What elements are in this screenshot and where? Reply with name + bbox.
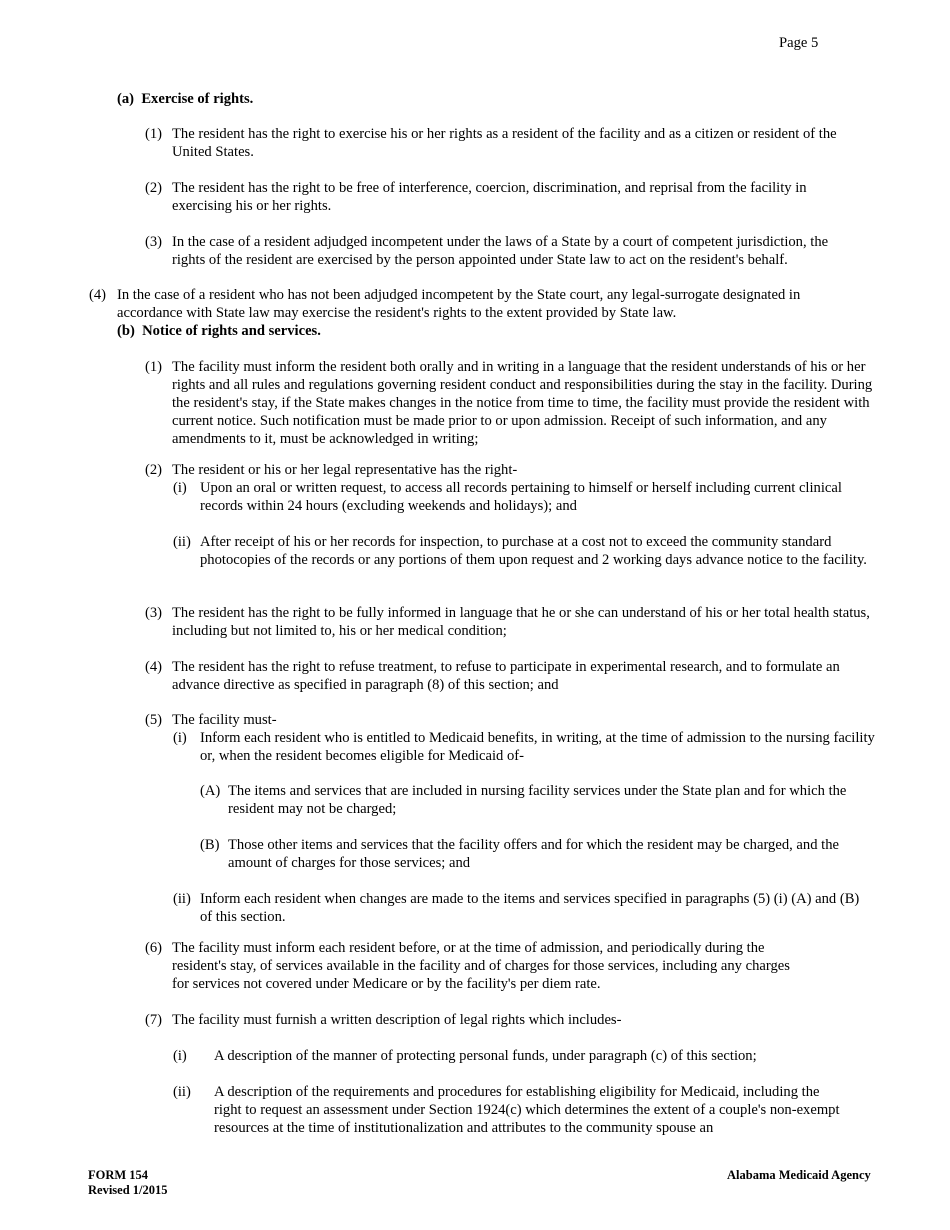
item-number: (1) bbox=[145, 126, 163, 142]
section-b-heading bbox=[117, 322, 321, 340]
item-number: (1) bbox=[145, 359, 163, 375]
section-b-item-4 bbox=[145, 658, 872, 694]
section-b-item-2-ii bbox=[173, 533, 884, 569]
item-text: Inform each resident when changes are made to the items and services specified in paragraphs (5) (i) (A) and (B) of this section. bbox=[200, 891, 860, 925]
item-text: Upon an oral or written request, to access all records pertaining to himself or herself including current clinical records within 24 hours (excluding weekends and holidays); and bbox=[200, 480, 842, 514]
item-text: The resident has the right to refuse treatment, to refuse to participate in experimental research, and to formulate an advance directive as specified in paragraph (8) of this section; and bbox=[172, 659, 840, 693]
item-number: (B) bbox=[200, 837, 220, 853]
item-number: (3) bbox=[145, 234, 163, 250]
section-b-item-5-i bbox=[173, 729, 878, 765]
item-text: The facility must furnish a written description of legal rights which includes- bbox=[172, 1012, 622, 1028]
item-text: The facility must inform each resident before, or at the time of admission, and periodically during the resident's stay, of services available in the facility and of charges for those services, including any charges for services not covered under Medicare or by the facility's per diem rate. bbox=[172, 940, 790, 992]
item-number: (i) bbox=[173, 1048, 187, 1064]
item-text: The facility must inform the resident both orally and in writing in a language that the resident understands of his or her rights and all rules and regulations governing resident conduct and responsibilities during the stay in the facility. During the resident's stay, if the State makes changes in the notice from time to time, the facility must provide the resident with current notice. Such notification must be made prior to or upon admission. Receipt of such information, and any amendments to it, must be acknowledged in writing; bbox=[172, 359, 873, 447]
section-b-item-5 bbox=[145, 711, 872, 729]
item-number: (i) bbox=[173, 730, 187, 746]
item-text: Inform each resident who is entitled to Medicaid benefits, in writing, at the time of admission to the nursing facility or, when the resident becomes eligible for Medicaid of- bbox=[200, 730, 875, 764]
item-number: (4) bbox=[145, 659, 163, 675]
item-number: (ii) bbox=[173, 1084, 191, 1100]
item-number: (i) bbox=[173, 480, 187, 496]
item-text: The resident has the right to exercise his or her rights as a resident of the facility and as a citizen or resident of the United States. bbox=[172, 126, 837, 160]
section-b-item-5-ii bbox=[173, 890, 860, 926]
item-text: The resident or his or her legal representative has the right- bbox=[172, 462, 518, 478]
item-number: (7) bbox=[145, 1012, 163, 1028]
item-number: (ii) bbox=[173, 891, 191, 907]
footer-form-info bbox=[88, 1168, 168, 1198]
section-a-title: Exercise of rights. bbox=[141, 91, 254, 107]
item-text: The resident has the right to be free of interference, coercion, discrimination, and reprisal from the facility in exercising his or her rights. bbox=[172, 180, 807, 214]
item-text: The resident has the right to be fully informed in language that he or she can understand of his or her total health status, including but not limited to, his or her medical condition; bbox=[172, 605, 870, 639]
item-number: (2) bbox=[145, 180, 163, 196]
footer-revised-date: Revised 1/2015 bbox=[88, 1183, 168, 1197]
footer-form-number: FORM 154 bbox=[88, 1168, 149, 1182]
section-b-item-3 bbox=[145, 604, 880, 640]
section-a-item-4 bbox=[89, 286, 839, 322]
item-text: The items and services that are included in nursing facility services under the State plan and for which the resident may not be charged; bbox=[228, 783, 847, 817]
section-b-item-5-B bbox=[200, 836, 868, 872]
section-b-label: (b) bbox=[117, 323, 135, 339]
section-b-item-2 bbox=[145, 461, 880, 479]
section-b-item-7-ii bbox=[173, 1083, 844, 1137]
section-a-item-1 bbox=[145, 125, 852, 161]
item-text: In the case of a resident who has not been adjudged incompetent by the State court, any legal-surrogate designated in accordance with State law may exercise the resident's rights to the extent provided by State law. bbox=[117, 287, 801, 321]
section-a-item-2 bbox=[145, 179, 840, 215]
section-b-item-1 bbox=[145, 358, 880, 448]
item-text: After receipt of his or her records for inspection, to purchase at a cost not to exceed the community standard photocopies of the records or any portions of them upon request and 2 working days advance notice to the facility. bbox=[200, 534, 867, 568]
item-text: A description of the manner of protecting personal funds, under paragraph (c) of this section; bbox=[214, 1048, 757, 1064]
item-number: (5) bbox=[145, 712, 163, 728]
item-text: In the case of a resident adjudged incompetent under the laws of a State by a court of competent jurisdiction, the rights of the resident are exercised by the person appointed under State law to act on the resident's behalf. bbox=[172, 234, 829, 268]
section-a-label: (a) bbox=[117, 91, 135, 107]
section-b-title: Notice of rights and services. bbox=[142, 323, 321, 339]
item-number: (4) bbox=[89, 287, 107, 303]
footer-agency: Alabama Medicaid Agency bbox=[727, 1168, 871, 1182]
section-b-item-7 bbox=[145, 1011, 872, 1029]
item-number: (A) bbox=[200, 783, 221, 799]
item-text: Those other items and services that the facility offers and for which the resident may be charged, and the amount of charges for those services; and bbox=[228, 837, 839, 871]
section-b-item-6 bbox=[145, 939, 808, 993]
section-a-heading bbox=[117, 90, 253, 108]
page-number: Page 5 bbox=[779, 35, 819, 51]
section-a-item-3 bbox=[145, 233, 860, 269]
section-b-item-7-i bbox=[173, 1047, 864, 1065]
item-number: (6) bbox=[145, 940, 163, 956]
item-text: The facility must- bbox=[172, 712, 277, 728]
item-number: (3) bbox=[145, 605, 163, 621]
section-b-item-5-A bbox=[200, 782, 868, 818]
item-number: (ii) bbox=[173, 534, 191, 550]
section-b-item-2-i bbox=[173, 479, 846, 515]
item-text: A description of the requirements and procedures for establishing eligibility for Medicaid, including the right to request an assessment under Section 1924(c) which determines the extent of a couple's non-exempt resources at the time of institutionalization and attributes to the community spouse an bbox=[214, 1084, 840, 1136]
item-number: (2) bbox=[145, 462, 163, 478]
